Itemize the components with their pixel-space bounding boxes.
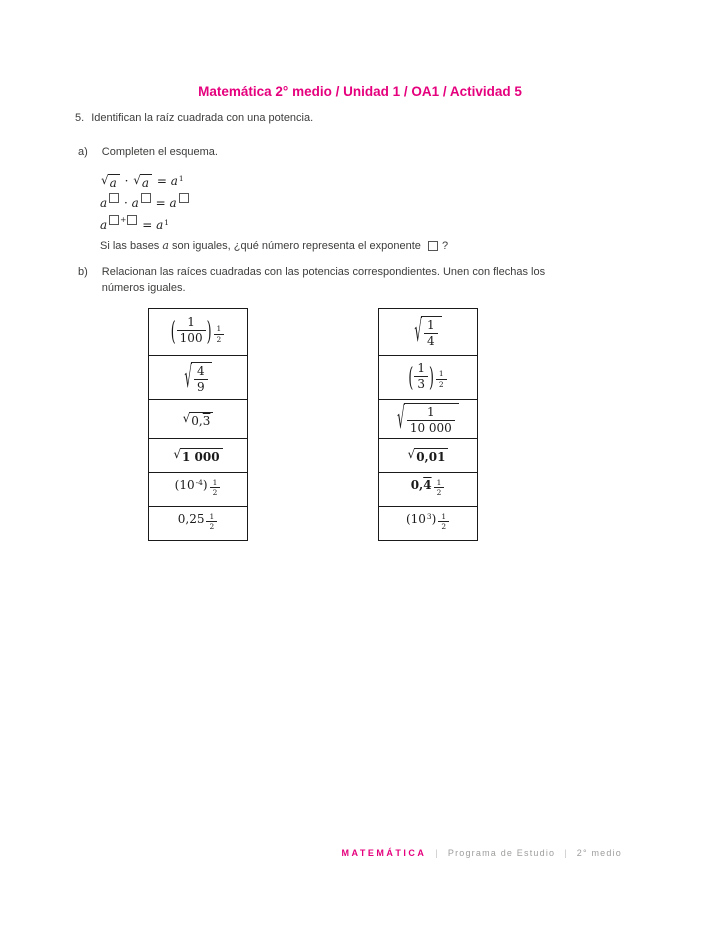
math-txt: a xyxy=(170,174,178,188)
math-txt: 1 xyxy=(427,318,435,333)
math-txt: 1 xyxy=(438,369,444,379)
math-frac xyxy=(177,316,206,344)
math-paren: ( 10 3 ) xyxy=(405,511,437,526)
math-txt: 1 xyxy=(441,511,447,521)
question-text-pre: Si las bases xyxy=(100,240,163,252)
math-frac xyxy=(210,479,221,498)
roots-column-table xyxy=(148,308,248,541)
math-txt: 10 xyxy=(179,477,195,492)
math-txt: · xyxy=(120,196,132,210)
match-cell-right-3 xyxy=(378,399,478,439)
footer-grade: 2° medio xyxy=(576,848,622,858)
math-txt: 2 xyxy=(441,522,447,532)
math-seq xyxy=(100,215,169,232)
math-frac xyxy=(206,513,217,532)
math-frac xyxy=(407,406,455,434)
math-pow xyxy=(408,362,447,393)
math-txt: + xyxy=(120,215,127,225)
math-txt: a xyxy=(109,175,117,190)
math-txt: a xyxy=(156,218,164,232)
page-footer xyxy=(342,848,623,858)
math-txt: 4 xyxy=(427,334,435,348)
math-paren: ( $\frac{1}{3}$ ) xyxy=(408,360,434,392)
page-title: Matemática 2° medio / Unidad 1 / OA1 / Actividad 5 xyxy=(198,84,522,99)
math-pow xyxy=(100,215,138,232)
math-sqrt: √ a xyxy=(133,174,152,189)
math-txt: 1 xyxy=(216,323,222,333)
math-txt: 2 xyxy=(436,488,442,498)
math-txt: 10 000 xyxy=(409,421,452,435)
powers-column-table xyxy=(378,308,478,541)
math-txt: 0, xyxy=(191,413,203,428)
exercise-statement xyxy=(75,112,313,124)
math-sqrt: √ 0, 3 xyxy=(183,412,214,427)
footer-program: Programa de Estudio xyxy=(447,848,556,858)
math-frac xyxy=(214,325,225,344)
math-txt: = xyxy=(153,174,171,188)
equation-line-1 xyxy=(100,170,190,192)
part-b-instruction: Relacionan las raíces cuadradas con las potencias correspondientes. Unen con flechas los números iguales. xyxy=(101,266,546,294)
match-cell-left-2 xyxy=(148,355,248,400)
math-txt: 1 xyxy=(187,315,195,330)
math-txt: 2 xyxy=(209,522,215,532)
match-cell-left-6 xyxy=(148,506,248,541)
math-txt: 4 xyxy=(423,477,432,492)
math-frac xyxy=(434,479,445,498)
math-txt: 2 xyxy=(212,488,218,498)
math-txt: 0,25 xyxy=(177,511,205,526)
math-box xyxy=(109,193,119,203)
math-pow xyxy=(169,196,189,210)
math-txt: 1 xyxy=(209,511,215,521)
math-sqrt: √ 0,01 xyxy=(408,448,449,463)
exponent-answer-box xyxy=(428,241,438,251)
math-box xyxy=(179,193,189,203)
math-txt: 1 xyxy=(417,360,425,375)
match-cell-right-4 xyxy=(378,438,478,473)
math-txt: 1 000 xyxy=(182,450,220,464)
math-seq xyxy=(191,415,210,427)
math-txt: 4 xyxy=(197,363,205,378)
variable-a: a xyxy=(162,239,169,252)
math-pow xyxy=(132,196,152,210)
match-cell-left-3 xyxy=(148,399,248,439)
part-a-instruction: Completen el esquema. xyxy=(101,146,218,158)
exponent-question xyxy=(100,239,448,252)
math-txt: 1 xyxy=(164,217,169,227)
math-paren: ( $\frac{1}{100}$ ) xyxy=(170,314,212,347)
math-txt: 0,01 xyxy=(416,450,446,464)
math-txt: 2 xyxy=(216,334,222,344)
math-pow xyxy=(411,478,446,502)
math-pow xyxy=(178,512,218,536)
math-frac xyxy=(414,362,428,390)
equation-scheme xyxy=(100,170,190,236)
math-pow xyxy=(100,196,120,210)
match-cell-left-5 xyxy=(148,472,248,507)
match-cell-right-5 xyxy=(378,472,478,507)
match-cell-right-2 xyxy=(378,355,478,400)
math-txt: 1 xyxy=(436,477,442,487)
math-pow xyxy=(411,512,432,526)
math-txt: 0, xyxy=(410,477,424,492)
footer-separator: | xyxy=(564,848,568,858)
footer-separator: | xyxy=(435,848,439,858)
math-txt: 3 xyxy=(417,376,425,391)
math-sqrt: √ 1 000 xyxy=(173,448,222,463)
math-txt: 1 xyxy=(212,477,218,487)
math-txt: = xyxy=(151,196,170,210)
math-txt: a xyxy=(100,196,108,210)
match-cell-left-1 xyxy=(148,308,248,356)
math-sqrt: √ a xyxy=(101,174,120,189)
math-txt: 2 xyxy=(438,380,444,390)
math-txt: a xyxy=(141,175,150,190)
exercise-number: 5. xyxy=(75,112,85,124)
math-txt: 3 xyxy=(426,511,432,521)
math-txt: a xyxy=(100,218,108,232)
math-frac xyxy=(194,365,208,393)
exercise-text: Identifican la raíz cuadrada con una potencia. xyxy=(91,112,314,124)
math-frac xyxy=(436,370,447,389)
math-seq xyxy=(411,478,432,492)
math-seq xyxy=(100,196,190,210)
math-txt: 1 xyxy=(427,405,435,420)
math-pow xyxy=(171,316,225,347)
match-cell-right-1 xyxy=(378,308,478,356)
math-txt: 9 xyxy=(197,379,205,394)
question-text-mid: son iguales, ¿qué número representa el exponente xyxy=(168,240,424,252)
match-cell-right-6 xyxy=(378,506,478,541)
part-a-header xyxy=(78,146,218,158)
math-pow xyxy=(171,174,184,188)
math-txt: · xyxy=(120,174,133,188)
math-pow xyxy=(175,478,222,502)
math-paren: ( 10 -4 ) xyxy=(174,477,208,492)
math-seq xyxy=(100,174,184,189)
math-frac xyxy=(424,319,438,347)
math-txt: 1 xyxy=(178,173,184,183)
math-box xyxy=(109,215,119,225)
math-txt: a xyxy=(131,196,139,210)
math-frac xyxy=(438,513,449,532)
math-txt: = xyxy=(138,218,157,232)
question-text-end: ? xyxy=(441,240,449,252)
part-b-header xyxy=(78,264,562,296)
part-b-label: b) xyxy=(78,266,88,278)
math-box xyxy=(127,215,137,225)
part-a-label: a) xyxy=(78,146,88,158)
math-txt: 100 xyxy=(179,331,203,345)
equation-line-3 xyxy=(100,214,190,236)
math-txt: a xyxy=(169,196,177,210)
math-box xyxy=(141,193,151,203)
math-txt: 10 xyxy=(410,511,426,526)
math-sqrt: √ $\frac{4}{9}$ xyxy=(184,362,211,393)
math-pow xyxy=(406,512,450,536)
match-cell-left-4 xyxy=(148,438,248,473)
equation-line-2 xyxy=(100,192,190,214)
math-sqrt: √ $\frac{1}{10 000}$ xyxy=(397,403,459,434)
math-seq xyxy=(108,215,138,225)
footer-brand: MATEMÁTICA xyxy=(341,848,427,858)
math-pow xyxy=(156,218,169,232)
math-sqrt: √ $\frac{1}{4}$ xyxy=(414,316,441,347)
math-txt: 3 xyxy=(202,413,211,428)
math-txt: -4 xyxy=(195,477,203,487)
math-pow xyxy=(179,478,203,492)
